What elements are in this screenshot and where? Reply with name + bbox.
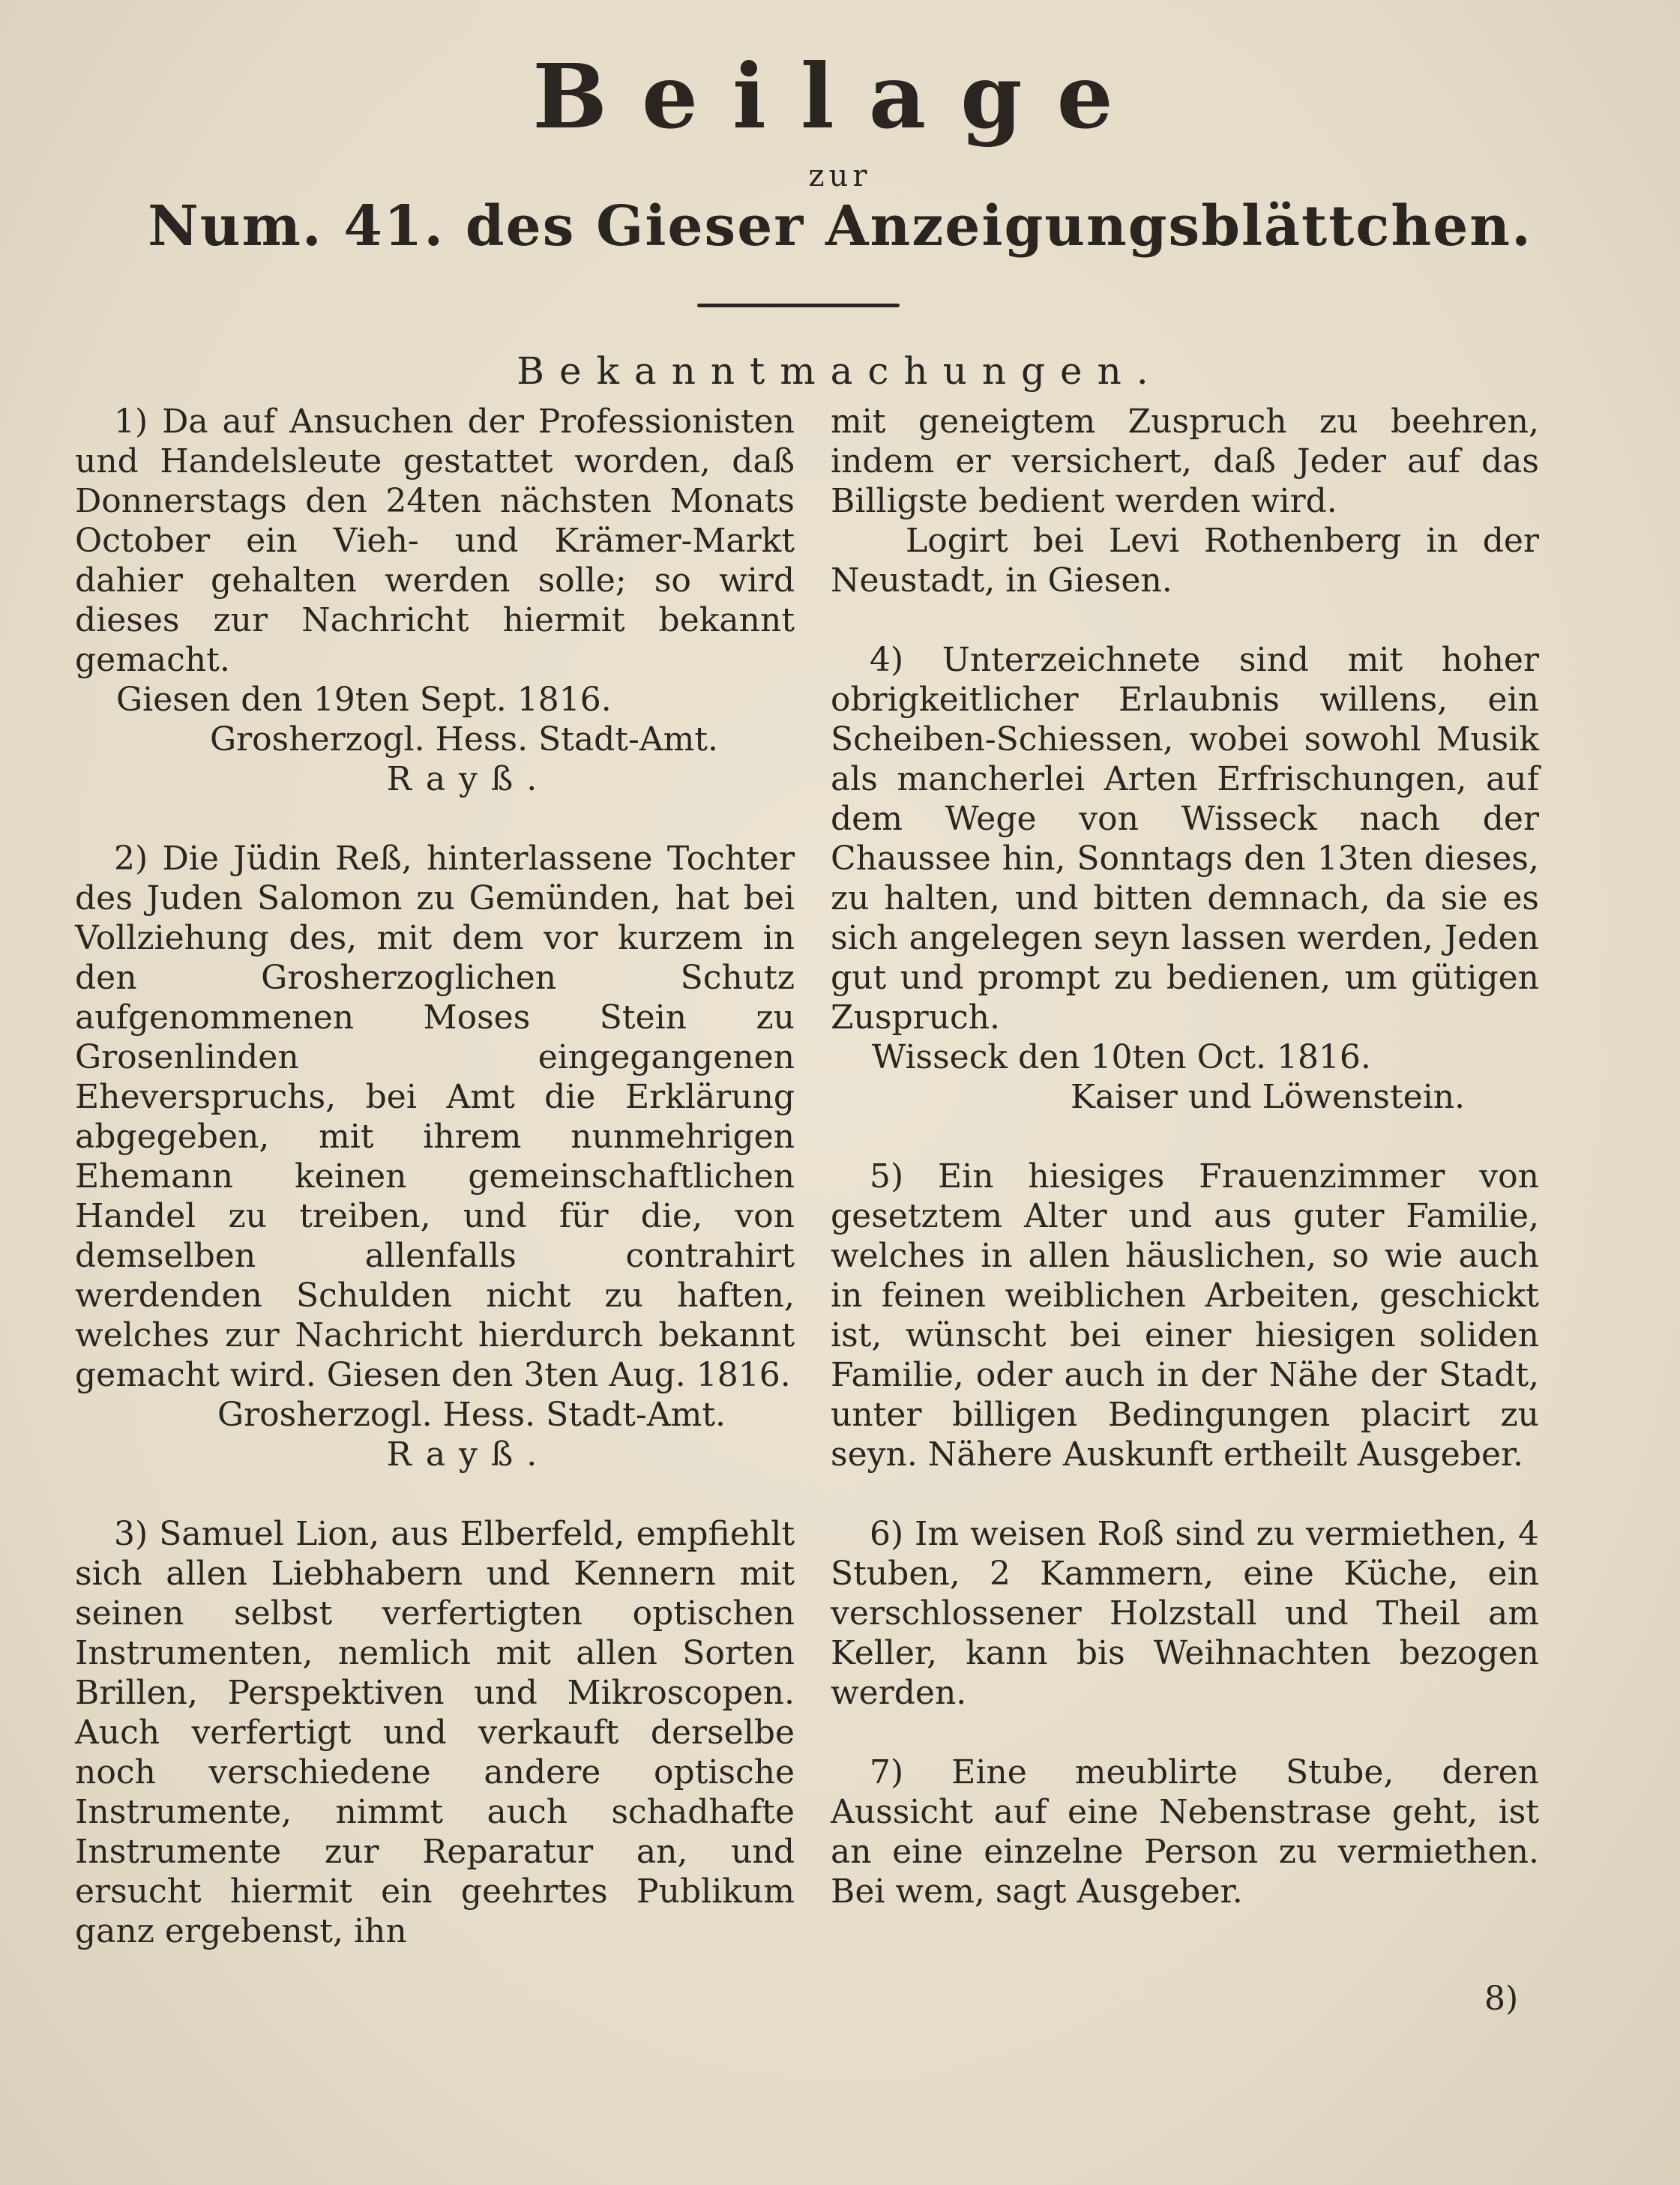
left-column: [75, 402, 795, 1951]
notice-3-continued: [831, 402, 1539, 600]
spacer: [831, 600, 1539, 640]
notice-2-office: Grosherzogl. Hess. Stadt-Amt.: [217, 1396, 726, 1434]
notice-3-lodging: Logirt bei Levi Rothenberg in der Neustadt, in Giesen.: [831, 522, 1539, 600]
page-title: Beilage: [532, 44, 1148, 148]
notice-1-body: 1) Da auf Ansuchen der Professionisten und Handelsleute gestattet worden, daß Donnerstags den 24ten nächsten Monats October ein Vieh- und Krämer-Markt dahier gehalten werden solle; so wird dieses zur Nachricht hiermit bekannt gemacht.: [75, 403, 795, 679]
notice-4: [831, 640, 1539, 1117]
notice-1-signature: Rayß.: [386, 760, 551, 798]
spacer: [831, 1117, 1539, 1157]
spacer: [75, 1474, 795, 1514]
notice-7: [831, 1752, 1539, 1911]
notice-1: [75, 402, 795, 799]
notice-3: [75, 1514, 795, 1951]
spacer: [831, 1474, 1539, 1514]
right-column: [831, 402, 1539, 1911]
notice-3-body: 3) Samuel Lion, aus Elberfeld, empfiehlt sich allen Liebhabern und Kennern mit seinen selbst verfertigten optischen Instrumenten, nemlich mit allen Sorten Brillen, Perspektiven und Mikroscopen. Auch verfertigt und verkauft derselbe noch verschiedene andere optische Instrumente, nimmt auch schadhafte Instrumente zur Reparatur an, und ersucht hiermit ein geehrtes Publikum ganz ergebenst, ihn: [75, 1515, 795, 1950]
notice-6-body: 6) Im weisen Roß sind zu vermiethen, 4 Stuben, 2 Kammern, eine Küche, ein verschlossener Holzstall und Theil am Keller, kann bis Weihnachten bezogen werden.: [831, 1515, 1539, 1712]
notice-6: [831, 1514, 1539, 1713]
notice-2: [75, 839, 795, 1474]
notice-4-signature: Kaiser und Löwenstein.: [1071, 1078, 1466, 1116]
notice-2-body: 2) Die Jüdin Reß, hinterlassene Tochter des Juden Salomon zu Gemünden, hat bei Vollziehung des, mit dem vor kurzem in den Grosherzoglichen Schutz aufgenommenen Moses Stein zu Grosenlinden eingegangenen Eheverspruchs, bei Amt die Erklärung abgegeben, mit ihrem nunmehrigen Ehemann keinen gemeinschaftlichen Handel zu treiben, und für die, von demselben allenfalls contrahirt werdenden Schulden nicht zu haften, welches zur Nachricht hierdurch bekannt gemacht wird. Giesen den 3ten Aug. 1816.: [75, 840, 795, 1394]
spacer: [75, 799, 795, 839]
notice-4-date: Wisseck den 10ten Oct. 1816.: [872, 1038, 1371, 1076]
notice-2-signature: Rayß.: [386, 1435, 551, 1474]
notice-1-office: Grosherzogl. Hess. Stadt-Amt.: [210, 720, 719, 759]
notice-5-body: 5) Ein hiesiges Frauenzimmer von gesetztem Alter und aus guter Familie, welches in allen häuslichen, so wie auch in feinen weiblichen Arbeiten, geschickt ist, wünscht bei einer hiesigen soliden Familie, oder auch in der Nähe der Stadt, unter billigen Bedingungen placirt zu seyn. Nähere Auskunft ertheilt Ausgeber.: [831, 1157, 1539, 1474]
catchword: 8): [1484, 1980, 1519, 2018]
page-subtitle: Num. 41. des Gieser Anzeigungsblättchen.: [148, 194, 1532, 259]
notice-5: [831, 1157, 1539, 1474]
notice-4-body: 4) Unterzeichnete sind mit hoher obrigkeitlicher Erlaubnis willens, ein Scheiben-Schiessen, wobei sowohl Musik als mancherlei Arten Erfrischungen, auf dem Wege von Wisseck nach der Chaussee hin, Sonntags den 13ten dieses, zu halten, und bitten demnach, da sie es sich angelegen seyn lassen werden, Jeden gut und prompt zu bedienen, um gütigen Zuspruch.: [831, 641, 1539, 1037]
spacer: [831, 1713, 1539, 1752]
section-heading: Bekanntmachungen.: [517, 349, 1163, 393]
notice-7-body: 7) Eine meublirte Stube, deren Aussicht auf eine Nebenstrase geht, ist an eine einzelne Person zu vermiethen. Bei wem, sagt Ausgeber.: [831, 1753, 1539, 1911]
title-connector: zur: [808, 159, 872, 193]
notice-3-body-cont: mit geneigtem Zuspruch zu beehren, indem er versichert, daß Jeder auf das Billigste bedient werden wird.: [831, 403, 1539, 520]
title-divider: [697, 304, 900, 307]
notice-1-date: Giesen den 19ten Sept. 1816.: [116, 681, 612, 719]
